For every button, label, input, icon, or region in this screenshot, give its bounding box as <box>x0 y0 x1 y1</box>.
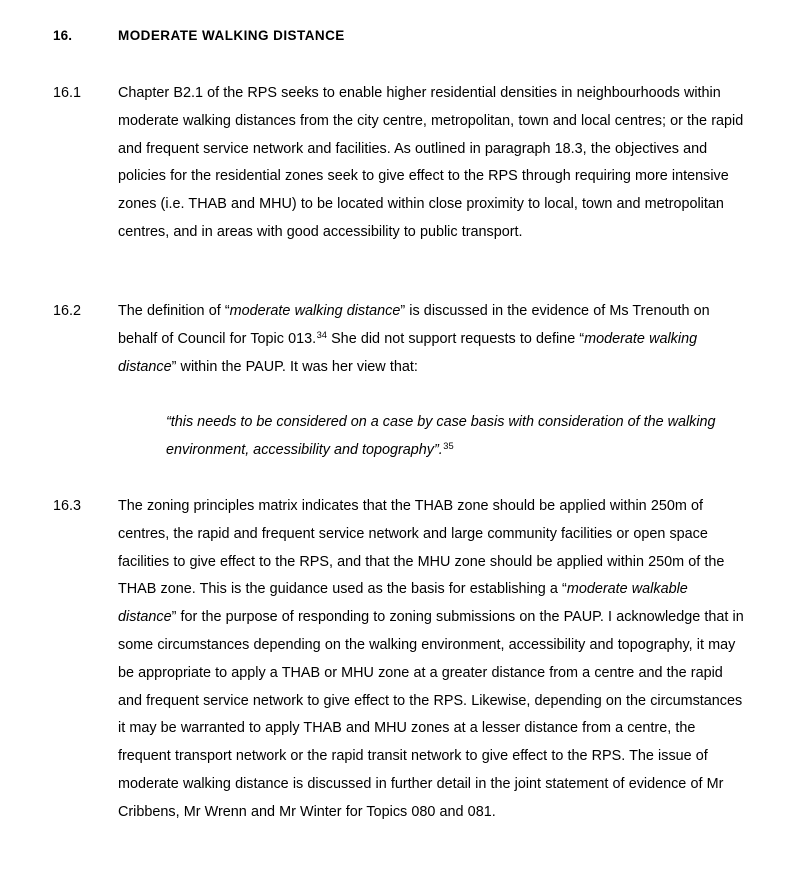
paragraph-number: 16.2 <box>53 303 82 319</box>
text-run-mid: ” is discussed in the evidence of Ms Trenouth on behalf of Council for Topic 013. <box>118 303 710 347</box>
paragraph-text: Chapter B2.1 of the RPS seeks to enable higher residential densities in neighbourhoods within moderate walking distances from the city centre, metropolitan, town and local centres; or the rapid and frequent service network and facilities. As outlined in paragraph 18.3, the objectives and policies for the residential zones seek to give effect to the RPS through requiring more intensive zones (i.e. THAB and MHU) to be located within close proximity to local, town and metropolitan centres, and in areas with good accessibility to public transport. <box>118 85 744 240</box>
italic-term-moderate-walking-distance-2: moderate walking distance <box>118 330 698 375</box>
italic-term-moderate-walking-distance: moderate walking distance <box>229 303 401 319</box>
italic-term-moderate-walkable-distance: moderate walkable distance <box>118 581 688 626</box>
block-quote <box>166 409 742 465</box>
footnote-marker-34[interactable]: 34 <box>316 329 327 340</box>
section-heading <box>0 25 803 47</box>
paragraph-number: 16.1 <box>53 85 82 101</box>
paragraph-number: 16.3 <box>53 498 82 514</box>
text-run-lead: The zoning principles matrix indicates that the THAB zone should be applied within 250m of centres, the rapid and frequent service network and large community facilities or open space facilities to give effect to the RPS, and that the MHU zone should be applied within 250m of the THAB zone. This is the guidance used as the basis for establishing a “ <box>118 498 725 598</box>
paragraph-16-2 <box>53 298 743 381</box>
section-number: 16. <box>53 28 73 43</box>
paragraph-16-1 <box>53 80 747 247</box>
text-run-mid-2: She did not support requests to define “ <box>326 330 585 347</box>
text-run-tail: ” within the PAUP. It was her view that: <box>171 358 418 375</box>
block-quote-text: “this needs to be considered on a case by case basis with consideration of the walking environment, accessibility and topography”. <box>166 414 716 458</box>
section-title: MODERATE WALKING DISTANCE <box>118 28 345 43</box>
text-run-lead: The definition of “ <box>118 303 230 319</box>
footnote-marker-35[interactable]: 35 <box>443 440 454 451</box>
paragraph-16-3 <box>53 493 747 827</box>
text-run-tail: ” for the purpose of responding to zoning submissions on the PAUP. I acknowledge that in some circumstances depending on the walking environment, accessibility and topography, it may be appropriate to apply a THAB or MHU zone at a greater distance from a centre and the rapid and frequent service network to give effect to the RPS. Likewise, depending on the circumstances it may be warranted to apply THAB and MHU zones at a lesser distance from a centre, the frequent transport network or the rapid transit network to give effect to the RPS. The issue of moderate walking distance is discussed in further detail in the joint statement of evidence of Mr Cribbens, Mr Wrenn and Mr Winter for Topics 080 and 081. <box>118 609 744 820</box>
paragraph-text <box>118 298 743 381</box>
paragraph-text <box>118 493 747 827</box>
